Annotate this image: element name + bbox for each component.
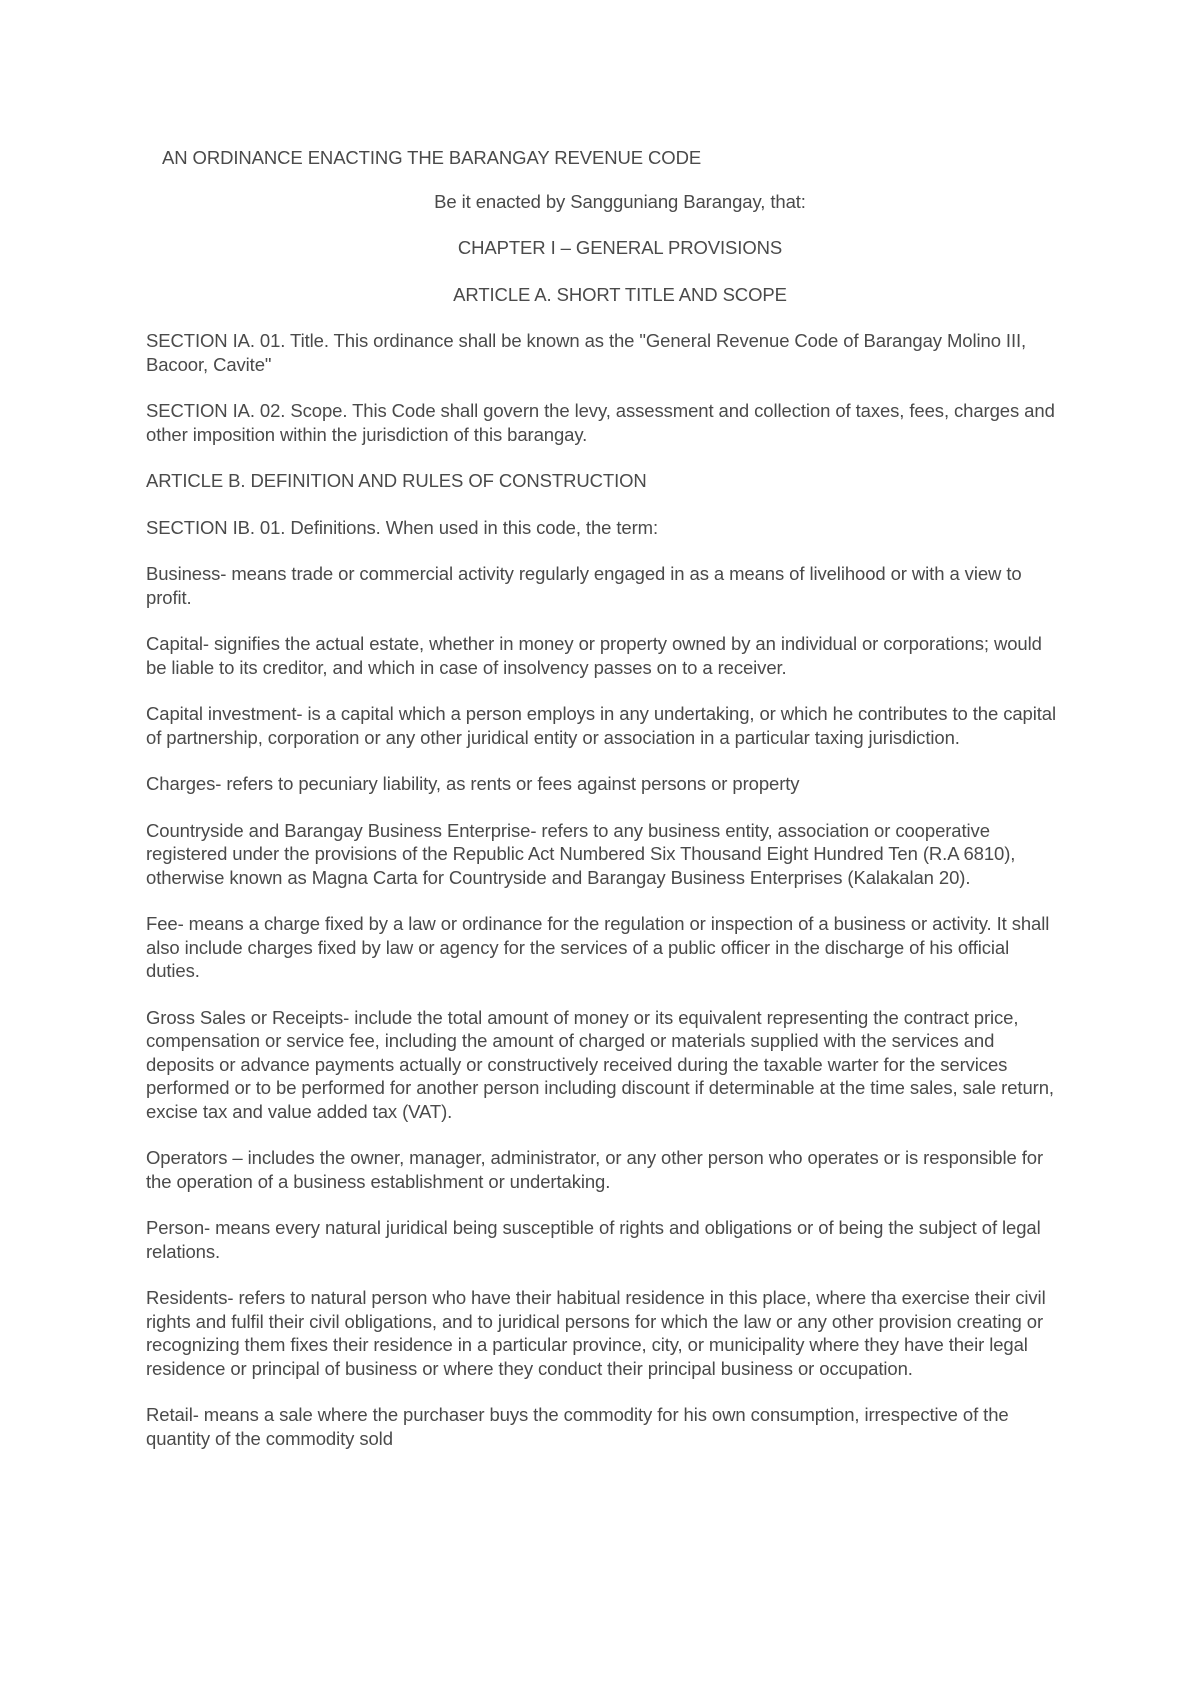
enactment-clause: Be it enacted by Sangguniang Barangay, that: <box>434 190 806 212</box>
definition-capital: Capital- signifies the actual estate, whether in money or property owned by an individual or corporations; would be liable to its creditor, and which in case of insolvency passes on to a receiver. <box>146 633 1042 678</box>
definition-gross-sales: Gross Sales or Receipts- include the total amount of money or its equivalent representing the contract price, compensation or service fee, including the amount of charged or materials supplied with the services and deposits or advance payments actually or constructively received during the taxable warter for the services performed or to be performed for another person including discount if determinable at the time sales, sale return, excise tax and value added tax (VAT). <box>146 1006 1054 1122</box>
definition-countryside-enterprise: Countryside and Barangay Business Enterprise- refers to any business entity, association or cooperative registered under the provisions of the Republic Act Numbered Six Thousand Eight Hundred Ten (R.A 6810), otherwise known as Magna Carta for Countryside and Barangay Business Enterprises (Kalakalan 20). <box>146 819 1016 888</box>
article-a-heading: ARTICLE A. SHORT TITLE AND SCOPE <box>453 283 787 305</box>
definition-retail: Retail- means a sale where the purchaser buys the commodity for his own consumption, irrespective of the quantity of the commodity sold <box>146 1404 1009 1449</box>
section-ia-02: SECTION IA. 02. Scope. This Code shall govern the levy, assessment and collection of taxes, fees, charges and other imposition within the jurisdiction of this barangay. <box>146 400 1055 445</box>
definition-fee: Fee- means a charge fixed by a law or ordinance for the regulation or inspection of a business or activity. It shall also include charges fixed by law or agency for the services of a public officer in the discharge of his official duties. <box>146 913 1050 981</box>
ordinance-title: AN ORDINANCE ENACTING THE BARANGAY REVENUE CODE <box>162 147 702 168</box>
section-ia-01: SECTION IA. 01. Title. This ordinance shall be known as the "General Revenue Code of Barangay Molino III, Bacoor, Cavite" <box>146 330 1027 375</box>
chapter-heading: CHAPTER I – GENERAL PROVISIONS <box>457 237 783 258</box>
section-ib-01: SECTION IB. 01. Definitions. When used in this code, the term: <box>146 516 659 538</box>
definition-operators: Operators – includes the owner, manager, administrator, or any other person who operates or is responsible for the operation of a business establishment or undertaking. <box>146 1147 1044 1192</box>
definition-person: Person- means every natural juridical being susceptible of rights and obligations or of being the subject of legal relations. <box>146 1217 1041 1262</box>
definition-business: Business- means trade or commercial activity regularly engaged in as a means of livelihood or with a view to profit. <box>146 563 1022 608</box>
article-b-heading: ARTICLE B. DEFINITION AND RULES OF CONSTRUCTION <box>146 470 647 491</box>
document-body <box>146 146 1066 1473</box>
definition-charges: Charges- refers to pecuniary liability, as rents or fees against persons or property <box>146 773 800 794</box>
definition-capital-investment: Capital investment- is a capital which a person employs in any undertaking, or which he contributes to the capital of partnership, corporation or any other juridical entity or association in a particular taxing jurisdiction. <box>146 703 1056 748</box>
definition-residents: Residents- refers to natural person who have their habitual residence in this place, where tha exercise their civil rights and fulfil their civil obligations, and to juridical persons for which the law or any other provision creating or recognizing them fixes their residence in a particular province, city, or municipality where they have their legal residence or principal of business or where they conduct their principal business or occupation. <box>146 1287 1046 1379</box>
